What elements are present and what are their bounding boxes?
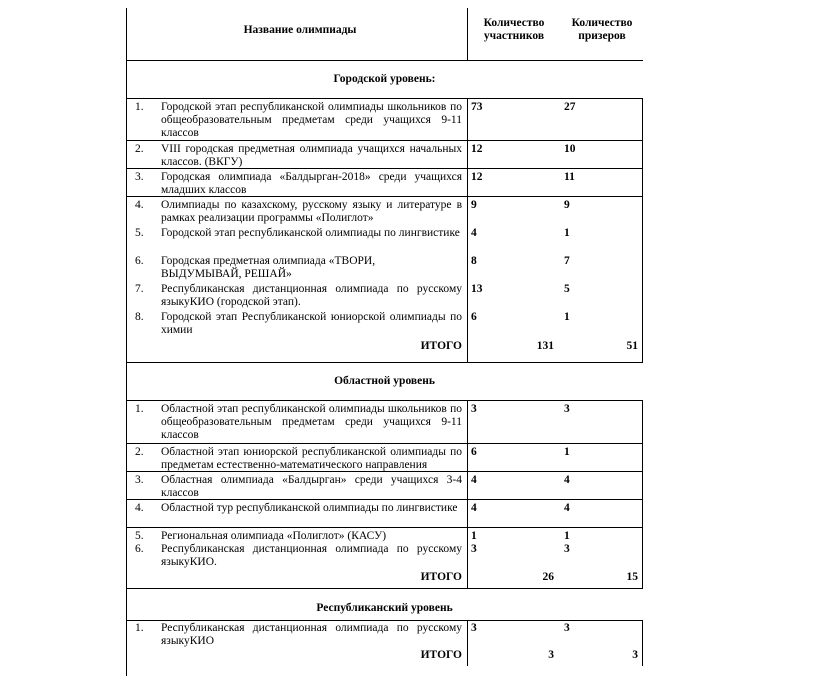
participants-count: 4 — [471, 474, 477, 486]
header-divider — [467, 8, 468, 60]
city-divider — [467, 98, 468, 362]
olympiad-name: Городская предметная олимпиада «ТВОРИ, ВЫДУМЫВАЙ, РЕШАЙ» — [161, 255, 376, 280]
winners-count: 10 — [564, 143, 576, 155]
participants-count: 12 — [471, 143, 483, 155]
row-number: 1. — [135, 403, 144, 415]
participants-count: 3 — [471, 403, 477, 415]
winners-count: 3 — [564, 403, 570, 415]
participants-count: 4 — [471, 227, 477, 239]
olympiad-name: Городской этап республиканской олимпиады школьников по общеобразовательным предметам среди учащихся 9-11 классов — [161, 101, 462, 139]
rule — [126, 362, 643, 363]
row-number: 7. — [135, 283, 144, 295]
olympiad-name: Областной этап республиканской олимпиады школьников по общеобразовательным предметам среди учащихся 9-11 классов — [161, 403, 462, 441]
row-number: 2. — [135, 143, 144, 155]
olympiad-name: Городской этап республиканской олимпиады по лингвистике — [161, 227, 460, 239]
participants-count: 12 — [471, 171, 483, 183]
row-number: 3. — [135, 171, 144, 183]
participants-count: 1 — [471, 530, 477, 542]
total-label: ИТОГО — [420, 649, 462, 661]
winners-count: 1 — [564, 446, 570, 458]
rule — [126, 588, 643, 589]
winners-count: 3 — [564, 622, 570, 634]
row-number: 2. — [135, 446, 144, 458]
winners-count: 7 — [564, 255, 570, 267]
olympiad-name: Республиканская дистанционная олимпиада по русскому языкуКИО. — [161, 543, 462, 568]
rule — [126, 527, 643, 528]
participants-count: 4 — [471, 502, 477, 514]
participants-count: 73 — [471, 101, 483, 113]
total-winners: 3 — [632, 649, 638, 661]
header-winners: Количество призеров — [571, 17, 633, 42]
row-number: 6. — [135, 255, 144, 267]
winners-count: 5 — [564, 283, 570, 295]
winners-count: 3 — [564, 543, 570, 555]
row-number: 1. — [135, 622, 144, 634]
row-number: 6. — [135, 543, 144, 555]
rule — [126, 140, 643, 141]
winners-count: 4 — [564, 502, 570, 514]
olympiad-name: Республиканская дистанционная олимпиада по русскому языкуКИО (городской этап). — [161, 283, 462, 308]
total-label: ИТОГО — [420, 340, 462, 352]
winners-count: 1 — [564, 227, 570, 239]
participants-count: 8 — [471, 255, 477, 267]
total-winners: 15 — [626, 571, 638, 583]
header-participants: Количество участников — [483, 17, 545, 42]
row-number: 3. — [135, 474, 144, 486]
header-name: Название олимпиады — [243, 24, 357, 36]
row-number: 1. — [135, 101, 144, 113]
olympiad-name: Областной тур республиканской олимпиады по лингвистике — [161, 502, 458, 514]
olympiad-name: Городской этап Республиканской юниорской олимпиады по химии — [161, 311, 462, 336]
city-right-border — [642, 98, 643, 362]
winners-count: 1 — [564, 530, 570, 542]
participants-count: 6 — [471, 446, 477, 458]
rule — [126, 98, 643, 99]
winners-count: 11 — [564, 171, 575, 183]
section-title-republic: Республиканский уровень — [316, 602, 453, 614]
section-title-region: Областной уровень — [334, 375, 435, 387]
olympiad-name: Городская олимпиада «Балдырган-2018» среди учащихся младших классов — [161, 171, 462, 196]
rule — [126, 60, 643, 61]
participants-count: 3 — [471, 543, 477, 555]
section-title-city: Городской уровень: — [333, 73, 436, 85]
region-right-border — [642, 400, 643, 588]
participants-count: 13 — [471, 283, 483, 295]
participants-count: 6 — [471, 311, 477, 323]
row-number: 5. — [135, 530, 144, 542]
rule — [126, 443, 643, 444]
olympiad-name: Олимпиады по казахскому, русскому языку и литературе в рамках реализации программы «Полиглот» — [161, 199, 462, 224]
winners-count: 4 — [564, 474, 570, 486]
row-number: 4. — [135, 199, 144, 211]
region-divider — [467, 400, 468, 588]
rule — [126, 620, 643, 621]
winners-count: 27 — [564, 101, 576, 113]
rule — [126, 400, 643, 401]
winners-count: 9 — [564, 199, 570, 211]
participants-count: 3 — [471, 622, 477, 634]
table-left-border — [126, 8, 127, 676]
olympiad-name: Региональная олимпиада «Полиглот» (КАСУ) — [161, 530, 387, 542]
olympiad-name: Республиканская дистанционная олимпиада по русскому языкуКИО — [161, 622, 462, 647]
olympiad-name: Областной этап юниорской республиканской олимпиады по предметам естественно-математического направления — [161, 446, 462, 471]
row-number: 5. — [135, 227, 144, 239]
total-participants: 3 — [548, 649, 554, 661]
row-number: 4. — [135, 502, 144, 514]
total-participants: 131 — [536, 340, 554, 352]
winners-count: 1 — [564, 311, 570, 323]
olympiad-name: VIII городская предметная олимпиада учащихся начальных классов. (ВКГУ) — [161, 143, 462, 168]
total-winners: 51 — [626, 340, 638, 352]
participants-count: 9 — [471, 199, 477, 211]
total-participants: 26 — [542, 571, 554, 583]
total-label: ИТОГО — [420, 571, 462, 583]
republic-right-border — [642, 620, 643, 666]
row-number: 8. — [135, 311, 144, 323]
olympiad-name: Областная олимпиада «Балдырган» среди учащихся 3-4 классов — [161, 474, 462, 499]
republic-divider — [467, 620, 468, 666]
